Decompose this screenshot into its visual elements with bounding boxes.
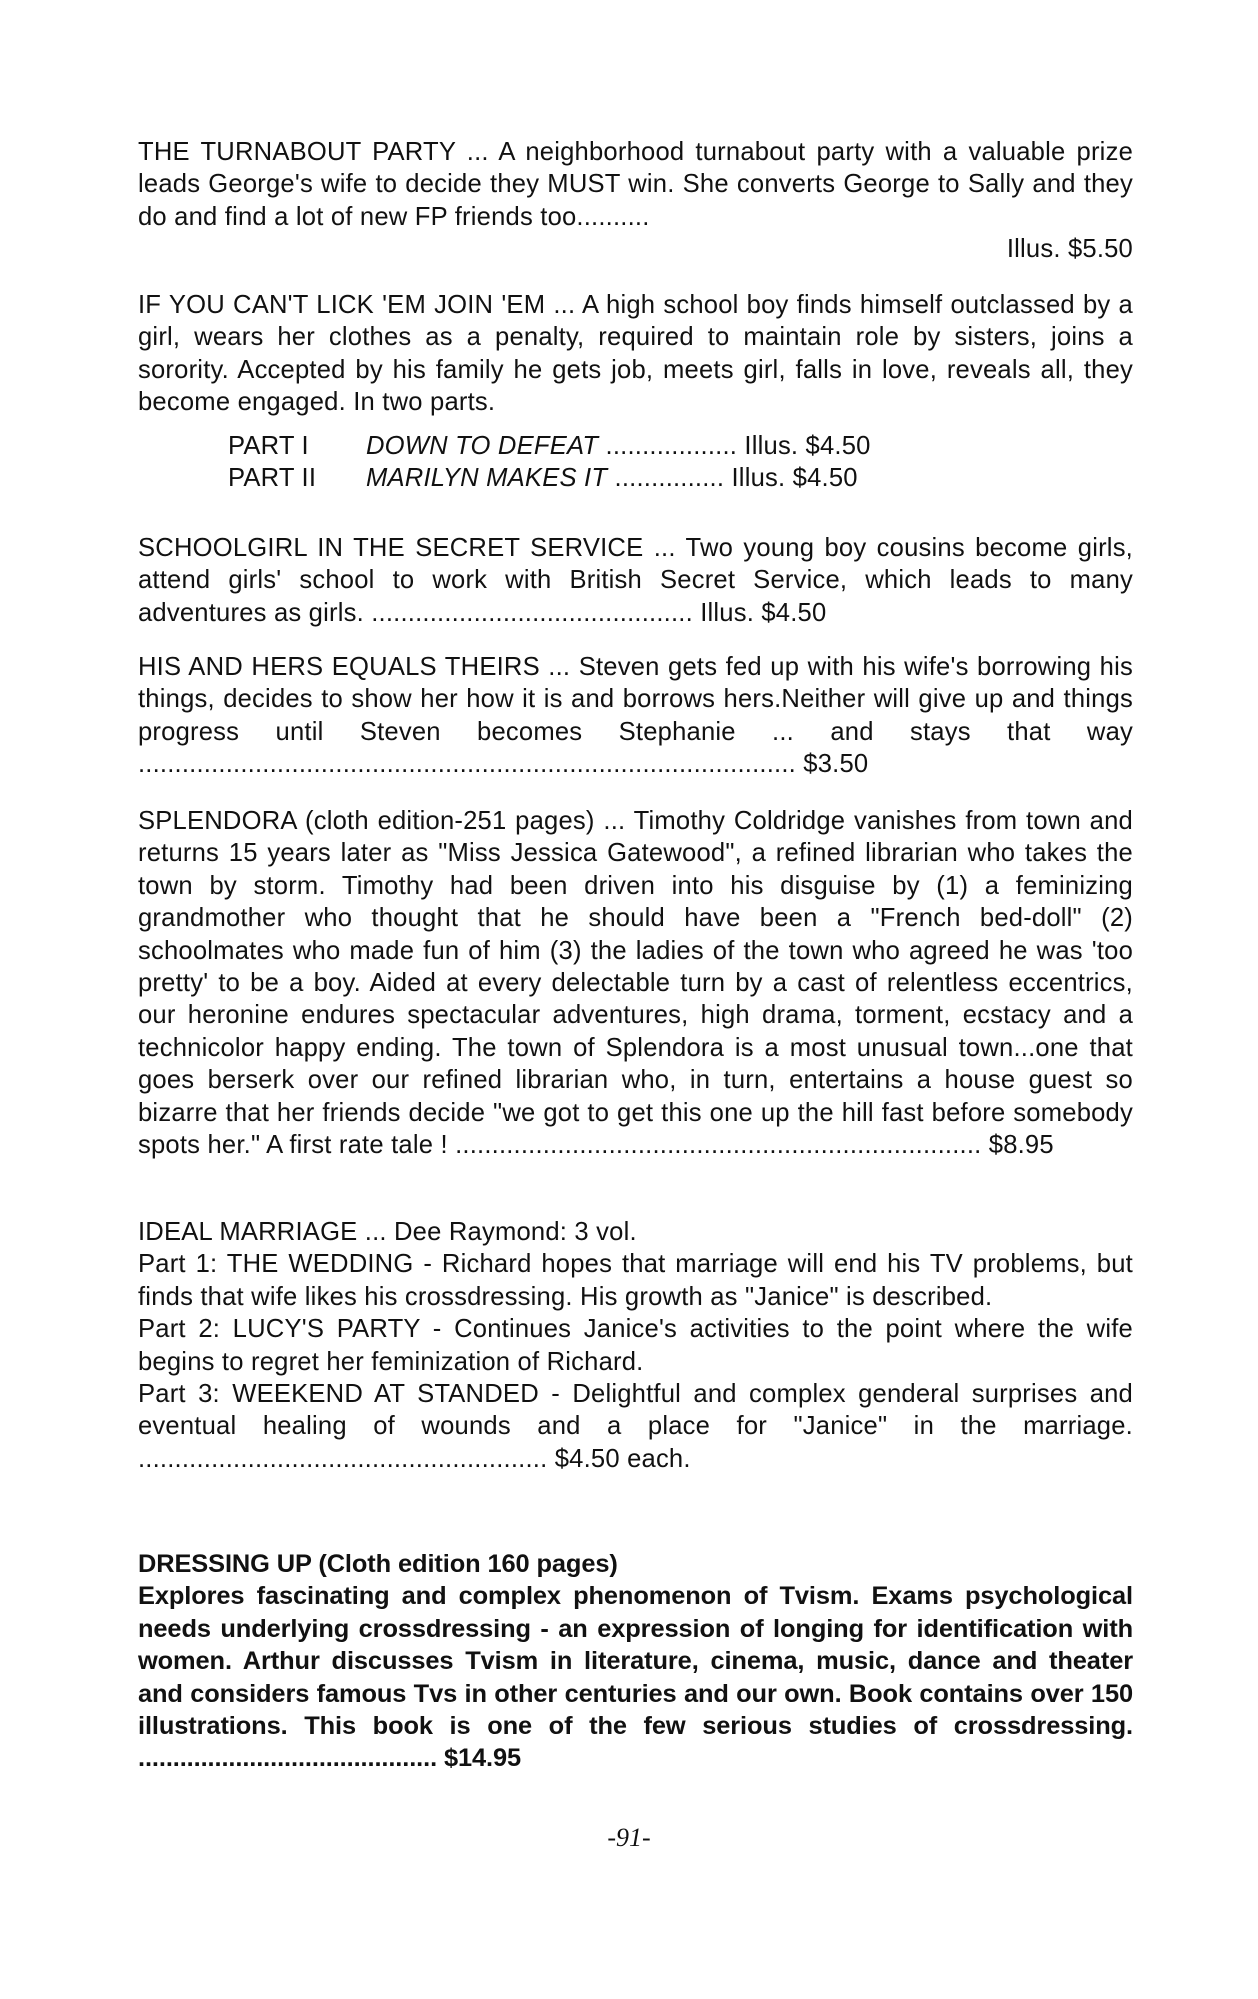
entry-description: Explores fascinating and complex phenomenon of Tvism. Exams psychological needs underlying crossdressing - an expression of longing for identification with women. Arthur discusses Tvism in literature, cinema, music, dance and theater and considers famous Tvs in other centuries and our own. Book contains over 150 illustrations. This book is one of the few serious studies of crossdressing. ........................................... $14.95 <box>138 1582 1133 1773</box>
part-row <box>228 462 858 494</box>
part-title: DOWN TO DEFEAT <box>366 432 599 460</box>
entry-parts-list <box>228 430 988 500</box>
entry-turnabout-party <box>138 136 1133 266</box>
entry-lick-em-join-em <box>138 289 1133 419</box>
part-leader: .................. <box>598 432 745 460</box>
entry-heading: DRESSING UP (Cloth edition 160 pages) <box>138 1550 618 1578</box>
entry-part-description: Part 1: THE WEDDING - Richard hopes that marriage will end his TV problems, but finds that wife likes his crossdressing. His growth as "Janice" is described. <box>138 1250 1133 1311</box>
part-price: Illus. $4.50 <box>731 464 858 492</box>
entry-description: SCHOOLGIRL IN THE SECRET SERVICE ... Two young boy cousins become girls, attend girls' school to work with British Secret Service, which leads to many adventures as girls. ............................................ Illus. $4.50 <box>138 534 1133 627</box>
entry-description: SPLENDORA (cloth edition-251 pages) ... Timothy Coldridge vanishes from town and returns 15 years later as "Miss Jessica Gatewood", a refined librarian who takes the town by storm. Timothy had been driven into his disguise by (1) a feminizing grandmother who thought that he should have been a "French bed-doll" (2) schoolmates who made fun of him (3) the ladies of the town who agreed he was 'too pretty' to be a boy. Aided at every delectable turn by a cast of relentless eccentrics, our heronine endures spectacular adventures, high drama, torment, ecstacy and a technicolor happy ending. The town of Splendora is a most unusual town...one that goes berserk over our refined librarian who, in turn, entertains a house guest so bizarre that her friends decide "we got to get this one up the hill fast before somebody spots her." A first rate tale ! ........................................................................ $8.95 <box>138 807 1133 1160</box>
entry-description: THE TURNABOUT PARTY ... A neighborhood turnabout party with a valuable prize leads George's wife to decide they MUST win. She converts George to Sally and they do and find a lot of new FP friends too.......... <box>138 138 1133 231</box>
part-title: MARILYN MAKES IT <box>366 464 608 492</box>
entry-part-description: Part 3: WEEKEND AT STANDED - Delightful and complex genderal surprises and eventual healing of wounds and a place for "Janice" in the marriage. ........................................................ $4.50 each. <box>138 1380 1133 1473</box>
entry-his-and-hers <box>138 651 1133 781</box>
part-row <box>228 430 871 462</box>
part-price: Illus. $4.50 <box>744 432 871 460</box>
entry-part-description: Part 2: LUCY'S PARTY - Continues Janice's activities to the point where the wife begins to regret her feminization of Richard. <box>138 1315 1133 1376</box>
entry-schoolgirl-secret-service <box>138 532 1133 629</box>
entry-heading: IDEAL MARRIAGE ... Dee Raymond: 3 vol. <box>138 1218 637 1246</box>
entry-splendora <box>138 805 1133 1161</box>
entry-description: IF YOU CAN'T LICK 'EM JOIN 'EM ... A high school boy finds himself outclassed by a girl, wears her clothes as a penalty, required to maintain role by sisters, joins a sorority. Accepted by his family he gets job, meets girl, falls in love, reveals all, they become engaged. In two parts. <box>138 291 1133 417</box>
part-leader: ............... <box>607 464 732 492</box>
part-number: PART II <box>228 464 317 492</box>
part-number: PART I <box>228 432 309 460</box>
entry-price: Illus. $5.50 <box>1006 235 1133 264</box>
page-number: -91- <box>607 1823 651 1852</box>
entry-dressing-up <box>138 1548 1133 1775</box>
entry-ideal-marriage <box>138 1216 1133 1475</box>
entry-description: HIS AND HERS EQUALS THEIRS ... Steven gets fed up with his wife's borrowing his things, decides to show her how it is and borrows hers.Neither will give up and things progress until Steven becomes Stephanie ... and stays that way .......................................................................................... $3.50 <box>138 653 1133 779</box>
